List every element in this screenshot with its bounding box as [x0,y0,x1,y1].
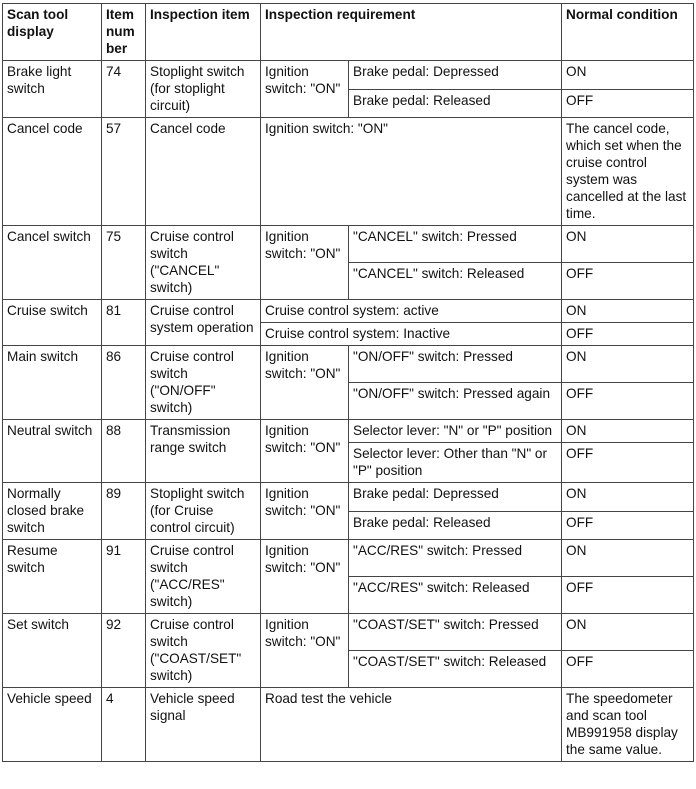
cell-item-number: 4 [102,688,146,762]
cell-scan-tool-display: Brake light switch [3,61,102,118]
cell-requirement-detail: "ACC/RES" switch: Pressed [349,540,562,577]
cell-scan-tool-display: Resume switch [3,540,102,614]
cell-inspection-item: Vehicle speed signal [146,688,261,762]
cell-item-number: 75 [102,226,146,300]
cell-requirement-detail: Selector lever: "N" or "P" position [349,420,562,443]
table-row [3,420,694,443]
cell-requirement: Ignition switch: "ON" [261,118,562,226]
cell-normal-condition: ON [562,226,694,263]
cell-requirement-detail: "COAST/SET" switch: Pressed [349,614,562,651]
cell-item-number: 89 [102,483,146,540]
table-row [3,540,694,577]
cell-inspection-item: Cruise control system operation [146,300,261,346]
inspection-table [2,3,694,762]
cell-requirement-detail: "ON/OFF" switch: Pressed [349,346,562,383]
cell-item-number: 57 [102,118,146,226]
cell-normal-condition: The speedometer and scan tool MB991958 display the same value. [562,688,694,762]
cell-requirement-condition: Ignition switch: "ON" [261,61,349,118]
cell-normal-condition: OFF [562,323,694,346]
cell-inspection-item: Cancel code [146,118,261,226]
cell-scan-tool-display: Main switch [3,346,102,420]
table-row [3,118,694,226]
cell-inspection-item: Stoplight switch (for Cruise control circuit) [146,483,261,540]
cell-item-number: 88 [102,420,146,483]
cell-inspection-item: Stoplight switch (for stoplight circuit) [146,61,261,118]
cell-scan-tool-display: Cancel code [3,118,102,226]
header-item-number: Item num ber [102,4,146,61]
cell-requirement-detail: Cruise control system: Inactive [261,323,562,346]
inspection-table-container [2,3,694,762]
cell-requirement-detail: "ACC/RES" switch: Released [349,577,562,614]
cell-scan-tool-display: Cancel switch [3,226,102,300]
cell-requirement-detail: "ON/OFF" switch: Pressed again [349,383,562,420]
table-row [3,483,694,512]
cell-requirement-condition: Ignition switch: "ON" [261,614,349,688]
cell-inspection-item: Cruise control switch ("ON/OFF" switch) [146,346,261,420]
cell-normal-condition: OFF [562,577,694,614]
table-row [3,226,694,263]
table-row [3,346,694,383]
cell-scan-tool-display: Normally closed brake switch [3,483,102,540]
table-header-row [3,4,694,61]
table-row [3,61,694,90]
header-inspection-requirement: Inspection requirement [261,4,562,61]
cell-normal-condition: OFF [562,443,694,483]
cell-normal-condition: ON [562,614,694,651]
cell-requirement-detail: Selector lever: Other than "N" or "P" position [349,443,562,483]
cell-normal-condition: ON [562,483,694,512]
table-row [3,300,694,323]
cell-normal-condition: ON [562,346,694,383]
cell-normal-condition: OFF [562,263,694,300]
cell-normal-condition: ON [562,420,694,443]
cell-normal-condition: ON [562,61,694,90]
cell-item-number: 74 [102,61,146,118]
cell-scan-tool-display: Cruise switch [3,300,102,346]
cell-scan-tool-display: Set switch [3,614,102,688]
table-row [3,614,694,651]
cell-requirement-condition: Ignition switch: "ON" [261,540,349,614]
cell-normal-condition: OFF [562,89,694,118]
cell-normal-condition: ON [562,540,694,577]
cell-item-number: 91 [102,540,146,614]
cell-requirement-detail: "CANCEL" switch: Released [349,263,562,300]
cell-normal-condition: The cancel code, which set when the cruise control system was cancelled at the last time. [562,118,694,226]
cell-normal-condition: OFF [562,511,694,540]
cell-item-number: 86 [102,346,146,420]
cell-requirement: Road test the vehicle [261,688,562,762]
cell-item-number: 92 [102,614,146,688]
cell-requirement-condition: Ignition switch: "ON" [261,346,349,420]
cell-item-number: 81 [102,300,146,346]
cell-requirement-condition: Ignition switch: "ON" [261,483,349,540]
table-row [3,688,694,762]
cell-inspection-item: Transmission range switch [146,420,261,483]
cell-requirement-detail: "CANCEL" switch: Pressed [349,226,562,263]
cell-normal-condition: OFF [562,383,694,420]
cell-requirement-condition: Ignition switch: "ON" [261,420,349,483]
cell-scan-tool-display: Neutral switch [3,420,102,483]
header-scan-tool-display: Scan tool display [3,4,102,61]
cell-inspection-item: Cruise control switch ("COAST/SET" switch) [146,614,261,688]
cell-scan-tool-display: Vehicle speed [3,688,102,762]
header-inspection-item: Inspection item [146,4,261,61]
cell-requirement-detail: Brake pedal: Released [349,511,562,540]
cell-inspection-item: Cruise control switch ("CANCEL" switch) [146,226,261,300]
cell-requirement-detail: Brake pedal: Depressed [349,483,562,512]
cell-requirement-condition: Ignition switch: "ON" [261,226,349,300]
cell-inspection-item: Cruise control switch ("ACC/RES" switch) [146,540,261,614]
cell-normal-condition: ON [562,300,694,323]
cell-normal-condition: OFF [562,651,694,688]
cell-requirement-detail: Brake pedal: Released [349,89,562,118]
cell-requirement-detail: Brake pedal: Depressed [349,61,562,90]
header-normal-condition: Normal condition [562,4,694,61]
cell-requirement-detail: "COAST/SET" switch: Released [349,651,562,688]
cell-requirement-detail: Cruise control system: active [261,300,562,323]
